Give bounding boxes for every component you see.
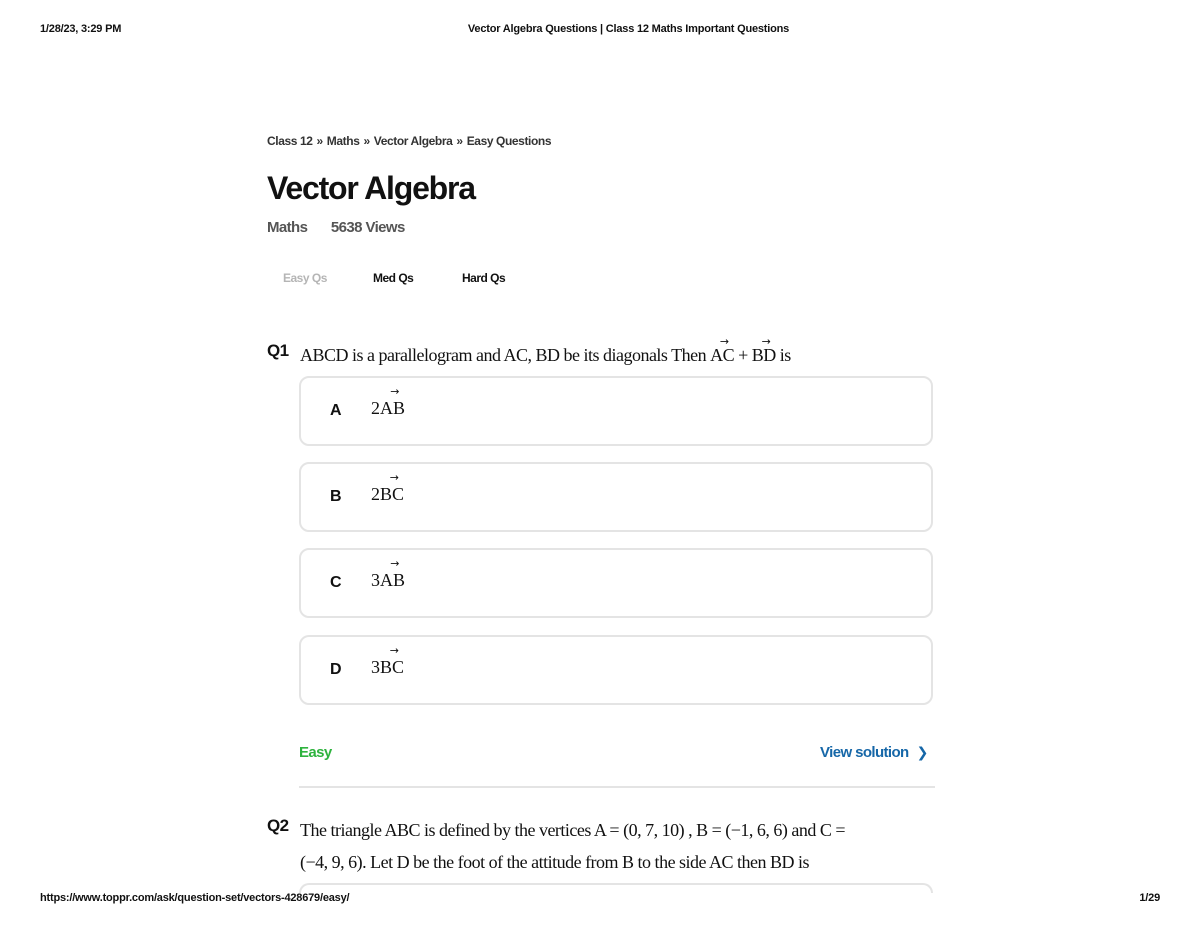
difficulty-badge: Easy	[299, 744, 332, 761]
option-d[interactable]	[299, 635, 933, 705]
option-letter: D	[330, 661, 342, 678]
print-datetime: 1/28/23, 3:29 PM	[40, 23, 122, 35]
chevron-right-icon: ❯	[916, 744, 928, 760]
breadcrumb	[267, 134, 551, 148]
option-coefficient: 3	[371, 657, 380, 677]
vector-ac: → AC	[710, 339, 734, 371]
print-url: https://www.toppr.com/ask/question-set/vectors-428679/easy/	[40, 892, 350, 904]
question-text-prefix: ABCD is a parallelogram and AC, BD be its diagonals Then	[300, 345, 711, 365]
vector-bd: → BD	[752, 339, 776, 371]
view-solution-label: View solution	[820, 744, 909, 761]
question-text-line: The triangle ABC is defined by the vertices A = (0, 7, 10) , B = (−1, 6, 6) and C =	[300, 820, 846, 840]
question-text-line: (−4, 9, 6). Let D be the foot of the attitude from B to the side AC then BD is	[300, 852, 810, 872]
question-text-suffix: is	[775, 345, 791, 365]
breadcrumb-item-subject[interactable]: Maths	[326, 134, 360, 148]
page-meta	[267, 219, 405, 236]
option-coefficient: 2	[371, 398, 380, 418]
breadcrumb-separator: »	[456, 134, 463, 148]
breadcrumb-item-chapter[interactable]: Vector Algebra	[373, 134, 453, 148]
option-a[interactable]	[299, 376, 933, 446]
option-coefficient: 3	[371, 570, 380, 590]
option-vector: → AB	[380, 398, 405, 419]
breadcrumb-item-level[interactable]: Easy Questions	[466, 134, 552, 148]
print-page-number: 1/29	[1139, 892, 1160, 904]
print-header	[40, 23, 1160, 37]
option-vector: → BC	[380, 484, 404, 505]
view-solution-link[interactable]	[820, 744, 928, 761]
option-vector: → BC	[380, 657, 404, 678]
page-title: Vector Algebra	[267, 170, 475, 206]
breadcrumb-item-class[interactable]: Class 12	[267, 134, 313, 148]
option-c[interactable]	[299, 548, 933, 618]
question-text	[300, 814, 910, 878]
option-letter: B	[330, 488, 342, 505]
option-vector: → AB	[380, 570, 405, 591]
option-text	[371, 657, 404, 678]
question-number: Q2	[267, 816, 289, 835]
option-text	[371, 570, 405, 591]
subject-label: Maths	[267, 219, 308, 236]
option-text	[371, 398, 405, 419]
views-count: 5638 Views	[330, 219, 405, 236]
tab-hard[interactable]: Hard Qs	[462, 271, 506, 285]
print-footer	[40, 892, 1160, 906]
option-letter: C	[330, 574, 342, 591]
breadcrumb-separator: »	[363, 134, 370, 148]
option-letter: A	[330, 402, 342, 419]
print-title: Vector Algebra Questions | Class 12 Maths Important Questions	[467, 23, 790, 35]
question-number: Q1	[267, 341, 289, 360]
option-b[interactable]	[299, 462, 933, 532]
question-divider	[299, 786, 935, 788]
breadcrumb-separator: »	[316, 134, 323, 148]
plus-sign: +	[734, 345, 752, 365]
tab-medium[interactable]: Med Qs	[373, 271, 414, 285]
tab-easy[interactable]: Easy Qs	[283, 271, 327, 285]
option-text	[371, 484, 404, 505]
question-text	[300, 339, 910, 371]
option-coefficient: 2	[371, 484, 380, 504]
